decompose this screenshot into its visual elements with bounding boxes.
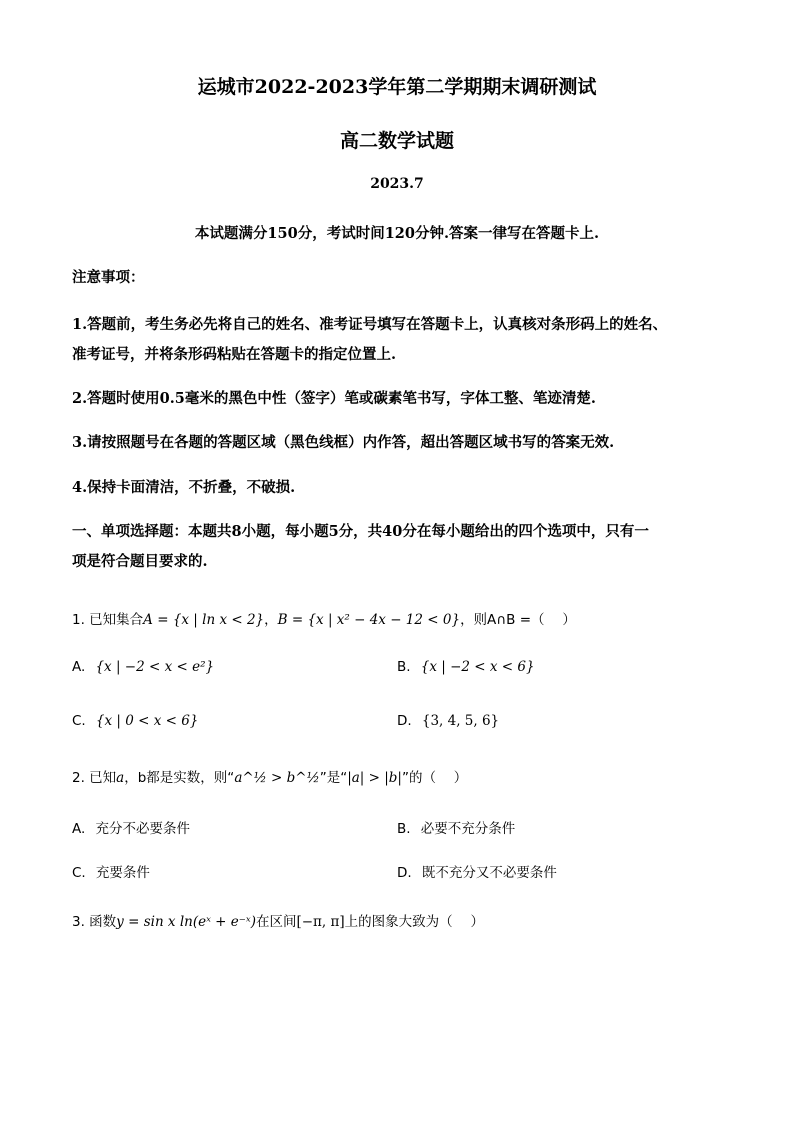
q2-condition-2: |a| > |b| <box>347 770 402 786</box>
q1-option-a[interactable] <box>72 656 214 675</box>
option-text: 充要条件 <box>95 865 150 881</box>
notice-item-1-line-1: 1.答题前，考生务必先将自己的姓名、准考证号填写在答题卡上，认真核对条形码上的姓名、 <box>72 316 668 333</box>
question-3 <box>72 910 484 930</box>
section-heading-line-2: 项是符合题目要求的. <box>72 553 208 570</box>
q2-option-d[interactable] <box>397 861 557 881</box>
q1-option-c[interactable] <box>72 710 198 729</box>
q1-set-a: A = {x | ln x < 2} <box>143 612 265 628</box>
exam-date: 2023.7 <box>370 176 424 192</box>
q2-option-b[interactable] <box>397 817 515 837</box>
q2-option-a[interactable] <box>72 817 190 837</box>
q2-suffix: ”的（ ） <box>401 770 468 786</box>
option-label: D. <box>397 713 412 729</box>
q1-prefix: 1. 已知集合 <box>72 612 144 628</box>
notice-item-1-line-2: 准考证号，并将条形码粘贴在答题卡的指定位置上. <box>72 346 397 363</box>
option-text: 必要不充分条件 <box>420 821 516 837</box>
q1-option-b[interactable] <box>397 656 535 675</box>
q2-var-a: a <box>116 770 125 786</box>
question-1 <box>72 608 576 628</box>
q1-suffix: ，则A∩B =（ ） <box>460 612 576 628</box>
question-2 <box>72 766 467 786</box>
option-label: B. <box>397 821 411 837</box>
q2-condition-1: a^½ > b^½ <box>234 770 320 786</box>
q2-mid: ，b都是实数，则“ <box>124 770 235 786</box>
q2-prefix: 2. 已知 <box>72 770 117 786</box>
q3-mid: 在区间 <box>255 914 297 930</box>
option-text: {x | −2 < x < e²} <box>95 659 215 675</box>
q3-interval: [−π, π] <box>296 914 345 930</box>
option-label: D. <box>397 865 412 881</box>
q3-suffix: 上的图象大致为（ ） <box>344 914 484 930</box>
option-text: {x | 0 < x < 6} <box>95 713 199 729</box>
option-label: B. <box>397 659 411 675</box>
q3-prefix: 3. 函数 <box>72 914 117 930</box>
option-text: {x | −2 < x < 6} <box>420 659 535 675</box>
notice-item-4: 4.保持卡面清洁，不折叠，不破损. <box>72 479 296 496</box>
option-text: {3, 4, 5, 6} <box>421 713 500 729</box>
notice-heading: 注意事项： <box>72 269 145 286</box>
q2-option-c[interactable] <box>72 861 150 881</box>
q1-option-d[interactable] <box>397 710 499 729</box>
notice-item-2: 2.答题时使用0.5毫米的黑色中性（签字）笔或碳素笔书写，字体工整、笔迹清楚. <box>72 390 596 407</box>
option-label: A. <box>72 821 86 837</box>
option-text: 充分不必要条件 <box>95 821 190 837</box>
option-label: A. <box>72 659 86 675</box>
option-label: C. <box>72 713 86 729</box>
exam-intro: 本试题满分150分，考试时间120分钟.答案一律写在答题卡上. <box>194 225 600 242</box>
exam-title: 运城市2022-2023学年第二学期期末调研测试 <box>197 76 597 98</box>
q1-set-b: B = {x | x² − 4x − 12 < 0} <box>277 612 461 628</box>
q1-comma: ， <box>264 612 278 628</box>
q2-mid-2: ”是“ <box>319 770 348 786</box>
notice-item-3: 3.请按照题号在各题的答题区域（黑色线框）内作答，超出答题区域书写的答案无效. <box>72 434 615 451</box>
q3-function: y = sin x ln(eˣ + e⁻ˣ) <box>116 914 256 930</box>
section-heading-line-1: 一、单项选择题：本题共8小题，每小题5分，共40分在每小题给出的四个选项中，只有一 <box>72 523 649 540</box>
option-text: 既不充分又不必要条件 <box>421 865 557 881</box>
option-label: C. <box>72 865 86 881</box>
exam-subtitle: 高二数学试题 <box>339 130 454 152</box>
